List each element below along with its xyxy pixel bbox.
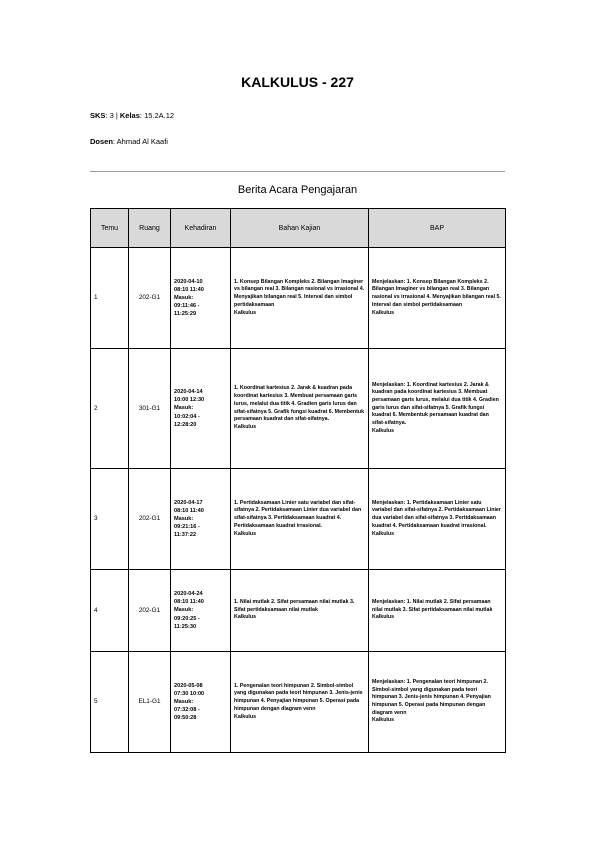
cell-ruang: EL1-G1 xyxy=(129,652,171,753)
cell-kehadiran: 2020-04-14 10:00 12:30 Masuk: 10:02:04 - 12:28:20 xyxy=(171,349,231,469)
cell-bap: Menjelaskan: 1. Nilai mutlak 2. Sifat persamaan nilai mutlak 3. Sifat pertidaksamaan nilai mutlak Kalkulus xyxy=(369,570,506,652)
cell-kehadiran: 2020-04-10 08:10 11:40 Masuk: 09:11:46 - 11:25:29 xyxy=(171,248,231,349)
cell-bap: Menjelaskan: 1. Pengenalan teori himpunan 2. Simbol-simbol yang digunakan pada teori himpunan 3. Jenis-jenis himpunan 4. Penyajian himpunan 5. Operasi pada himpunan dengan diagram venn Kalkulus xyxy=(369,652,506,753)
table-row xyxy=(91,248,506,349)
kelas-value: : 15.2A.12 xyxy=(139,111,175,120)
cell-ruang: 301-G1 xyxy=(129,349,171,469)
cell-ruang: 202-G1 xyxy=(129,570,171,652)
course-meta xyxy=(90,111,174,120)
dosen-label: Dosen xyxy=(90,137,113,146)
table-header-row xyxy=(91,209,506,248)
col-header-bap: BAP xyxy=(369,209,506,248)
table-row xyxy=(91,570,506,652)
cell-kehadiran: 2020-05-08 07:30 10:00 Masuk: 07:32:08 - 09:50:28 xyxy=(171,652,231,753)
cell-bap: Menjelaskan: 1. Konsep Bilangan Kompleks 2. Bilangan Imaginer vs bilangan real 3. Bilangan rasional vs irrasional 4. Menyajikan bilangan real 5. Interval dan simbol pertidaksamaan Kalkulus xyxy=(369,248,506,349)
sks-value: : 3 | xyxy=(105,111,120,120)
cell-bap: Menjelaskan: 1. Pertidaksamaan Linier satu variabel dan sifat-sifatnya 2. Pertidaksamaan Linier dua variabel dan sifat-sifatnya 3. Pertidaksamaan kuadrat 4. Pertidaksamaan kuadrat irrasional. Kalkulus xyxy=(369,469,506,570)
dosen-value: : Ahmad Al Kaafi xyxy=(112,137,168,146)
section-title: Berita Acara Pengajaran xyxy=(237,184,358,196)
cell-temu: 3 xyxy=(91,469,129,570)
col-header-ruang: Ruang xyxy=(129,209,171,248)
cell-temu: 5 xyxy=(91,652,129,753)
cell-temu: 4 xyxy=(91,570,129,652)
lecturer-line xyxy=(90,137,168,146)
cell-ruang: 202-G1 xyxy=(129,248,171,349)
cell-bahan-kajian: 1. Nilai mutlak 2. Sifat persamaan nilai mutlak 3. Sifat pertidaksamaan nilai mutlak Kalkulus xyxy=(231,570,369,652)
cell-bahan-kajian: 1. Pertidaksamaan Linier satu variabel dan sifat-sifatnya 2. Pertidaksamaan Linier dua variabel dan sifat-sifatnya 3. Pertidaksamaan kuadrat 4. Pertidaksamaan kuadrat irrasional. Kalkulus xyxy=(231,469,369,570)
cell-bahan-kajian: 1. Pengenalan teori himpunan 2. Simbol-simbol yang digunakan pada teori himpunan 3. Jenis-jenis himpunan 4. Penyajian himpunan 5. Operasi pada himpunan dengan diagram venn Kalkulus xyxy=(231,652,369,753)
col-header-bahan-kajian: Bahan Kajian xyxy=(231,209,369,248)
table-row xyxy=(91,652,506,753)
course-title: KALKULUS - 227 xyxy=(241,74,354,90)
cell-bap: Menjelaskan: 1. Koordinat kartesius 2. Jarak & kuadran pada koordinat kartesius 3. Membuat persamaan garis lurus, melalui dua titik 4. Gradien garis lurus dan sifat-sifatnya 5. Grafik fungsi kuadrat 6. Membentuk persamaan kuadrat dan sifat-sifatnya. Kalkulus xyxy=(369,349,506,469)
cell-bahan-kajian: 1. Konsep Bilangan Kompleks 2. Bilangan Imaginer vs bilangan real 3. Bilangan rasional vs irrasional 4. Menyajikan bilangan real 5. Interval dan simbol pertidaksamaan Kalkulus xyxy=(231,248,369,349)
table-row xyxy=(91,469,506,570)
cell-kehadiran: 2020-04-17 08:10 11:40 Masuk: 09:21:16 - 11:37:22 xyxy=(171,469,231,570)
cell-bahan-kajian: 1. Koordinat kartesius 2. Jarak & kuadran pada koordinat kartesius 3. Membuat persamaan garis lurus, melalui dua titik 4. Gradien garis lurus dan sifat-sifatnya 5. Grafik fungsi kuadrat 6. Membentuk persamaan kuadrat dan sifat-sifatnya. Kalkulus xyxy=(231,349,369,469)
divider xyxy=(90,171,505,172)
teaching-report-table xyxy=(90,208,506,753)
table-row xyxy=(91,349,506,469)
cell-temu: 1 xyxy=(91,248,129,349)
sks-label: SKS xyxy=(90,111,106,120)
kelas-label: Kelas xyxy=(119,111,140,120)
col-header-kehadiran: Kehadiran xyxy=(171,209,231,248)
cell-temu: 2 xyxy=(91,349,129,469)
cell-ruang: 202-G1 xyxy=(129,469,171,570)
cell-kehadiran: 2020-04-24 08:10 11:40 Masuk: 09:20:25 - 11:25:30 xyxy=(171,570,231,652)
col-header-temu: Temu xyxy=(91,209,129,248)
